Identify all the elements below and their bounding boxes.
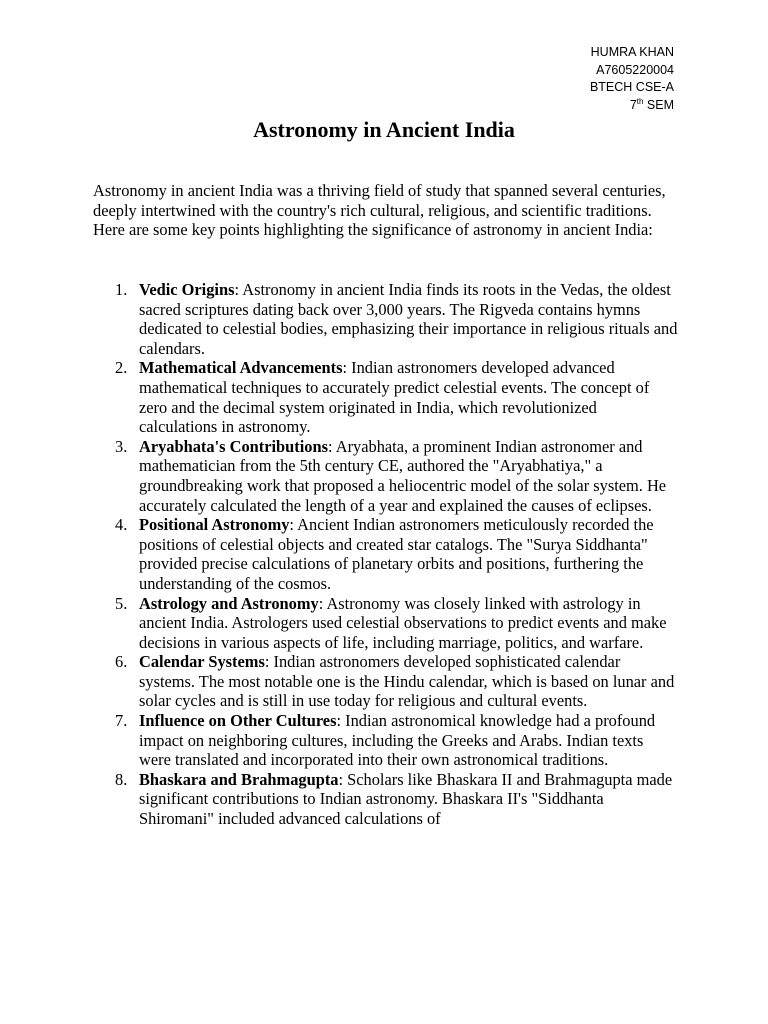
item-text: : Astronomy in ancient India finds its roots in the Vedas, the oldest sacred scriptures dating back over 3,000 years. The Rigveda contains hymns dedicated to celestial bodies, emphasizing their importance in religious rituals and calendars.	[139, 280, 678, 358]
item-heading: Mathematical Advancements	[139, 358, 343, 378]
student-id: A7605220004	[596, 62, 674, 77]
item-heading: Influence on Other Cultures	[139, 711, 337, 731]
item-number: 4.	[115, 515, 128, 535]
item-heading: Bhaskara and Brahmagupta	[139, 769, 339, 789]
document-title: Astronomy in Ancient India	[253, 117, 515, 142]
item-text: : Indian astronomical knowledge had a profound impact on neighboring cultures, including the Greeks and Arabs. Indian texts were translated and incorporated into their own astronomical traditions.	[139, 711, 656, 770]
item-heading: Aryabhata's Contributions	[139, 436, 328, 456]
list-item	[93, 515, 678, 593]
semester-number: 7	[629, 97, 637, 112]
item-text: : Indian astronomers developed advanced mathematical techniques to accurately predict celestial events. The concept of zero and the decimal system originated in India, which revolutionized calculations in astronomy.	[139, 358, 650, 437]
semester-suffix: th	[636, 96, 644, 106]
item-number: 2.	[115, 358, 128, 378]
item-number: 8.	[115, 769, 128, 789]
author-name: HUMRA KHAN	[590, 45, 674, 59]
list-item	[93, 770, 678, 829]
item-number: 7.	[115, 711, 128, 731]
item-heading: Positional Astronomy	[139, 515, 290, 535]
item-heading: Astrology and Astronomy	[139, 593, 319, 613]
item-heading: Vedic Origins	[139, 280, 235, 299]
semester-label: SEM	[643, 97, 674, 112]
item-heading: Calendar Systems	[139, 652, 265, 672]
intro-paragraph: Astronomy in ancient India was a thriving field of study that spanned several centuries, deeply intertwined with the country's rich cultural, religious, and scientific traditions. Here are some key points highlighting the significance of astronomy in ancient India:	[93, 181, 666, 240]
program-section: BTECH CSE-A	[589, 80, 674, 94]
key-points-list	[93, 280, 678, 829]
item-text: : Indian astronomers developed sophisticated calendar systems. The most notable one is the Hindu calendar, which is based on lunar and solar cycles and is still in use today for religious and cultural events.	[139, 652, 675, 711]
list-item	[93, 652, 678, 711]
list-item	[93, 437, 678, 515]
author-info	[590, 44, 674, 114]
item-text: : Astronomy was closely linked with astrology in ancient India. Astrologers used celestial observations to predict events and make decisions in various aspects of life, including marriage, politics, and warfare.	[139, 593, 667, 652]
list-item	[93, 711, 678, 770]
list-item	[93, 358, 678, 436]
item-text: : Scholars like Bhaskara II and Brahmagupta made significant contributions to Indian astronomy. Bhaskara II's "Siddhanta Shiromani" included advanced calculations of	[139, 769, 673, 829]
item-number: 1.	[115, 280, 128, 299]
item-number: 5.	[115, 593, 128, 613]
list-item	[93, 280, 678, 358]
semester	[590, 97, 674, 115]
item-number: 6.	[115, 652, 128, 672]
item-number: 3.	[115, 436, 128, 456]
list-item	[93, 594, 678, 653]
item-text: : Ancient Indian astronomers meticulously recorded the positions of celestial objects and created star catalogs. The "Surya Siddhanta" provided precise calculations of planetary orbits and positions, furthering the understanding of the cosmos.	[139, 515, 654, 593]
item-text: : Aryabhata, a prominent Indian astronomer and mathematician from the 5th century CE, authored the "Aryabhatiya," a groundbreaking work that proposed a heliocentric model of the solar system. He accurately calculated the length of a year and explained the causes of eclipses.	[139, 436, 667, 515]
